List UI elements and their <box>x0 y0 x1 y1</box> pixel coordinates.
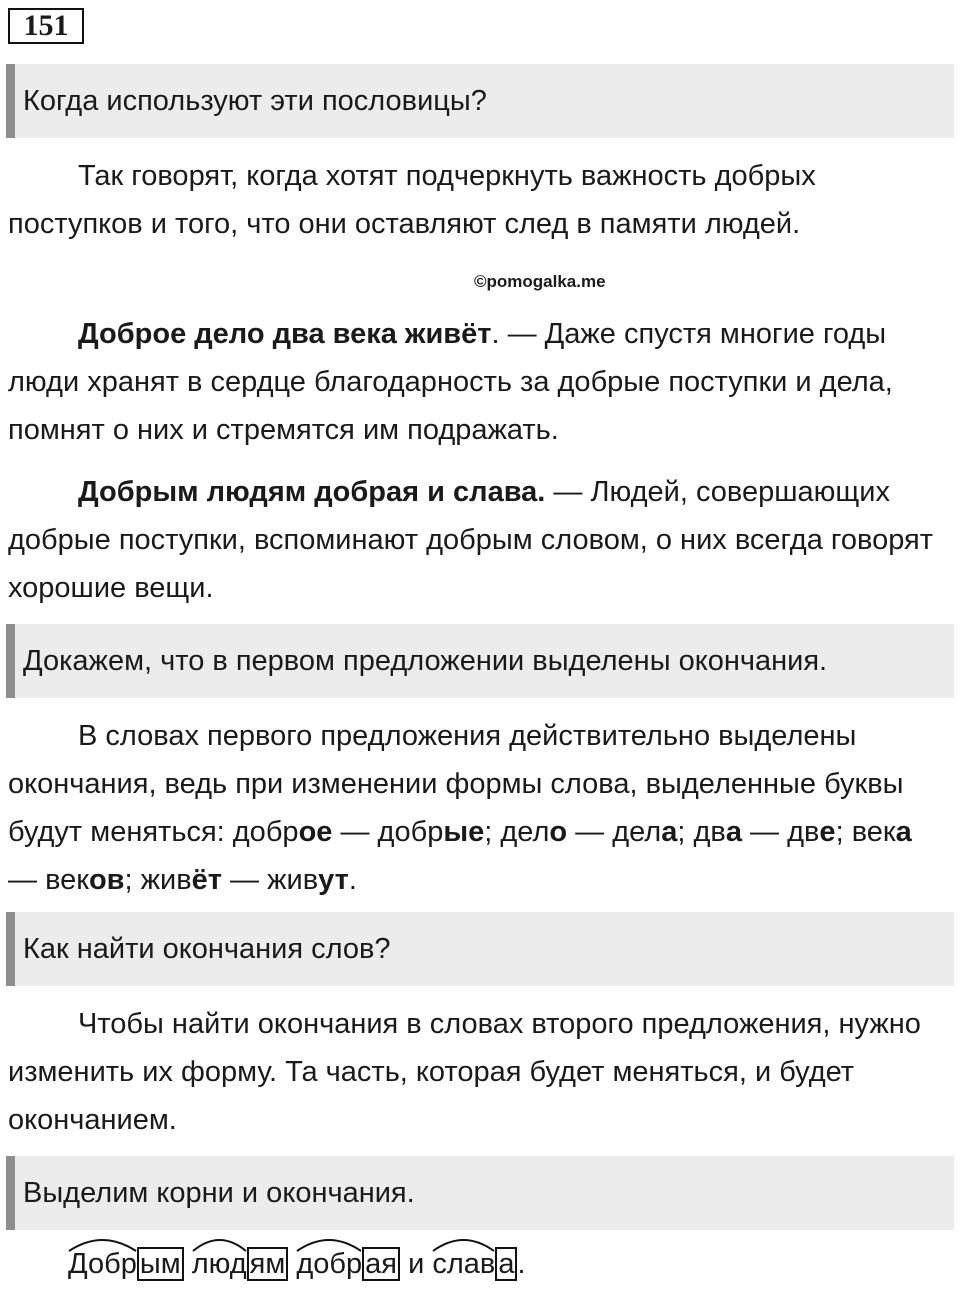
parsed-word-3 <box>296 1240 400 1288</box>
word-stem: век <box>851 816 896 848</box>
proverb-2: Добрым людям добрая и слава. <box>78 476 546 508</box>
ending-pair <box>233 816 501 848</box>
ending-pair <box>694 816 852 848</box>
root-arc-mark <box>432 1234 495 1252</box>
period: . <box>517 1248 526 1280</box>
ending-pair <box>500 816 693 848</box>
word-ending-box: ым <box>137 1247 184 1281</box>
word-root: добр <box>296 1248 363 1280</box>
answer-paragraph-5: Чтобы найти окончания в словах второго предложения, нужно изменить их форму. Та часть, которая будет меняться, и будет окончанием. <box>8 1008 921 1136</box>
question-bar-1 <box>6 64 954 138</box>
question-bar-3 <box>6 912 954 986</box>
word-stem: дв <box>693 816 726 848</box>
proverb-2-explanation: — Людей, совершающих добрые поступки, вспоминают добрым словом, о них всегда говорят хорошие вещи. <box>8 476 933 604</box>
parsed-word-2 <box>192 1240 289 1288</box>
answer-paragraph-4 <box>8 712 948 904</box>
word-ending-box: ям <box>247 1247 289 1281</box>
watermark: ©pomogalka.me <box>474 272 606 291</box>
ending-pair <box>141 864 357 896</box>
separator: ; <box>677 816 694 848</box>
endings-intro: В словах первого предложения действительно выделены окончания, ведь при изменении формы слова, выделенные буквы будут меняться: <box>8 720 904 848</box>
word-stem: жив <box>140 864 192 896</box>
root-arc-mark <box>68 1234 137 1252</box>
word-root: слав <box>432 1248 496 1280</box>
word-ending: ут <box>318 864 349 896</box>
question-2-text: Докажем, что в первом предложении выделены окончания. <box>23 644 828 677</box>
word-stem: дв <box>787 816 820 848</box>
word-stem: век <box>45 864 89 896</box>
word-stem: дел <box>612 816 662 848</box>
proverb-1-explanation: . — Даже спустя многие годы люди хранят в сердце благодарность за добрые поступки и дела, помнят о них и стремятся им подражать. <box>8 318 893 446</box>
separator: ; <box>835 816 852 848</box>
word-ending: ые <box>443 816 485 848</box>
word-ending-box: а <box>495 1247 517 1281</box>
word-ending-box: ая <box>362 1247 400 1281</box>
task-number: 151 <box>8 8 84 44</box>
answer-paragraph-1: Так говорят, когда хотят подчеркнуть важность добрых поступков и того, что они оставляют след в памяти людей. <box>8 160 816 240</box>
dash: — <box>222 864 268 896</box>
proverb-1: Доброе дело два века живёт <box>78 318 492 350</box>
morpheme-parse-line <box>68 1240 526 1288</box>
separator: ; <box>124 864 141 896</box>
dash: — <box>8 864 46 896</box>
question-4-text: Выделим корни и окончания. <box>23 1176 415 1209</box>
word-ending: а <box>661 816 678 848</box>
word-root: люд <box>191 1248 247 1280</box>
word-ending: а <box>725 816 742 848</box>
word-ending: ёт <box>191 864 222 896</box>
separator: ; <box>484 816 501 848</box>
word-ending: а <box>895 816 912 848</box>
parsed-word-4 <box>432 1240 517 1288</box>
question-1-text: Когда используют эти пословицы? <box>23 84 487 117</box>
root-arc-mark <box>296 1234 362 1252</box>
word-ending: ое <box>298 816 333 848</box>
word-stem: добр <box>377 816 444 848</box>
question-3-text: Как найти окончания слов? <box>23 932 391 965</box>
word-ending: ов <box>88 864 125 896</box>
word-stem: дел <box>500 816 550 848</box>
parsed-word-1 <box>68 1240 184 1288</box>
conjunction: и <box>408 1248 425 1280</box>
dash: — <box>332 816 378 848</box>
answer-paragraph-3 <box>8 468 948 612</box>
word-ending: о <box>549 816 568 848</box>
answer-paragraph-2 <box>8 310 948 454</box>
question-bar-4 <box>6 1156 954 1230</box>
separator: . <box>348 864 357 896</box>
dash: — <box>741 816 788 848</box>
question-bar-2 <box>6 624 954 698</box>
word-stem: жив <box>267 864 319 896</box>
word-ending: е <box>819 816 836 848</box>
word-root: Добр <box>68 1248 137 1280</box>
root-arc-mark <box>192 1234 247 1252</box>
word-stem: добр <box>232 816 299 848</box>
dash: — <box>567 816 613 848</box>
